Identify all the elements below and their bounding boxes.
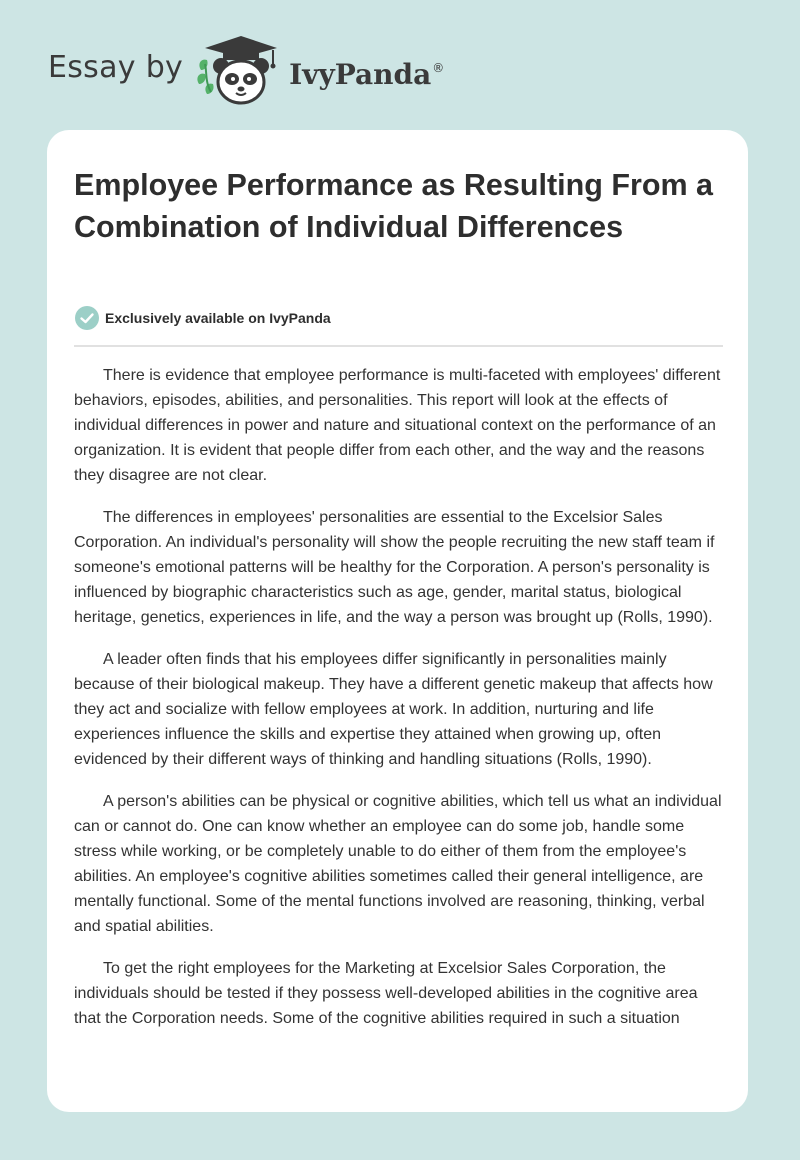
essay-body bbox=[74, 363, 724, 1048]
panda-logo-icon[interactable] bbox=[195, 30, 287, 110]
paragraph: A leader often finds that his employees differ significantly in personalities mainly because of their biological makeup. They have a different genetic makeup that affects how they act and socialize with fellow employees at work. In addition, nurturing and life experiences influence the skills and expertise they attained when growing up, often evidenced by their different ways of thinking and handling situations (Rolls, 1990). bbox=[74, 651, 713, 768]
paragraph: The differences in employees' personalities are essential to the Excelsior Sales Corporation. An individual's personality will show the people recruiting the new staff team if someone's emotional patterns will be healthy for the Corporation. A person's personality is influenced by biographic characteristics such as age, gender, marital status, biological heritage, genetics, experiences in life, and the way a person was brought up (Rolls, 1990). bbox=[74, 509, 715, 626]
brand-name[interactable] bbox=[289, 58, 444, 91]
brand-name-text: IvyPanda bbox=[289, 57, 432, 91]
essay-title: Employee Performance as Resulting From a Combination of Individual Differences bbox=[74, 168, 714, 244]
essay-card bbox=[47, 130, 748, 1112]
brand-header bbox=[48, 30, 444, 110]
paragraph: To get the right employees for the Marketing at Excelsior Sales Corporation, the individuals should be tested if they possess well-developed abilities in the cognitive area that the Corporation needs. Some of the cognitive abilities required in such a situation bbox=[74, 960, 698, 1027]
exclusive-label: Exclusively available on IvyPanda bbox=[105, 310, 331, 326]
paragraph: A person's abilities can be physical or cognitive abilities, which tell us what an individual can or cannot do. One can know whether an employee can do some job, handle some stress while working, or be completely unable to do either of them from the employee's abilities. An employee's cognitive abilities sometimes called their general intelligence, are mentally functional. Some of the mental functions involved are reasoning, thinking, verbal and spatial abilities. bbox=[74, 793, 722, 935]
title-divider bbox=[74, 345, 723, 347]
paragraph: There is evidence that employee performance is multi-faceted with employees' different behaviors, episodes, abilities, and personalities. This report will look at the effects of individual differences in power and nature and situational context on the performance of an organization. It is evident that people differ from each other, and the way and the reasons they disagree are not clear. bbox=[74, 367, 721, 484]
check-circle-icon bbox=[74, 305, 100, 331]
brand-prefix: Essay by bbox=[48, 49, 184, 85]
registered-mark: ® bbox=[432, 60, 445, 75]
exclusive-badge bbox=[74, 305, 331, 331]
